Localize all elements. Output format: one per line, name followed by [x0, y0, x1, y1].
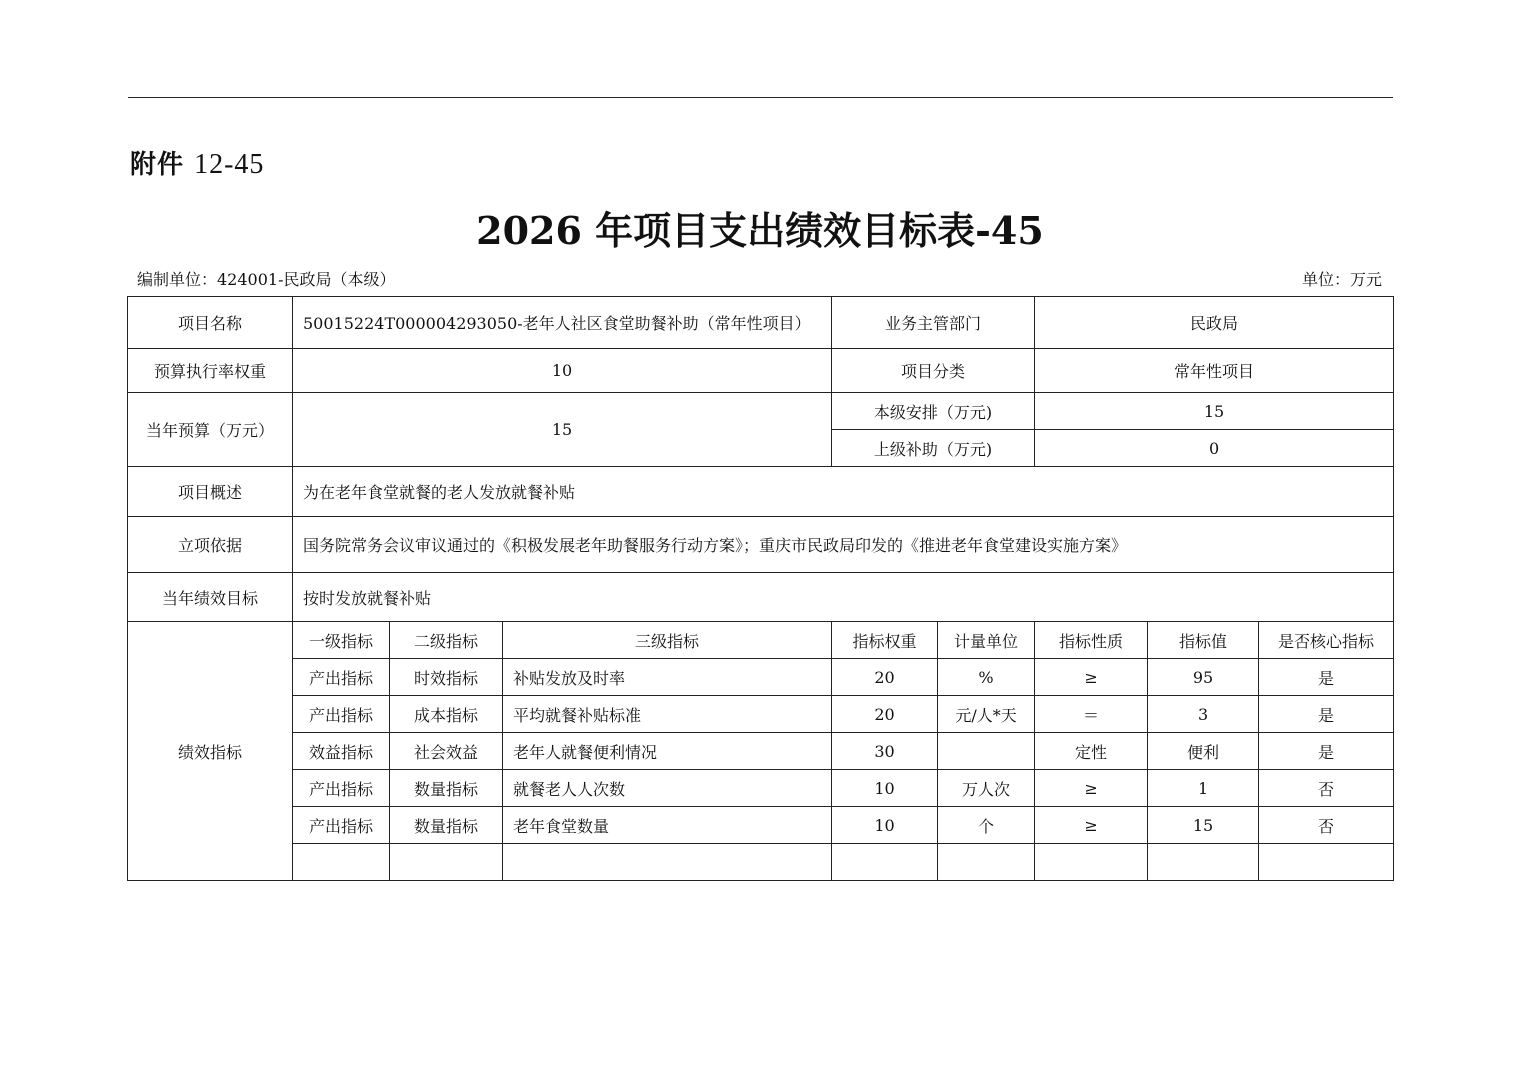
- local-value: 15: [1035, 393, 1394, 430]
- row-overview: [128, 467, 1394, 517]
- value-cell: [1148, 844, 1259, 881]
- level2-cell: 社会效益: [390, 733, 503, 770]
- indicator-row: [128, 733, 1394, 770]
- local-label: 本级安排（万元): [832, 393, 1035, 430]
- unit-cell: 万人次: [938, 770, 1035, 807]
- attachment-number: 12-45: [194, 149, 265, 180]
- page-title: 2026 年项目支出绩效目标表-45: [476, 208, 1044, 253]
- core-cell: [1259, 844, 1394, 881]
- weight-cell: 20: [832, 659, 938, 696]
- value-cell: 便利: [1148, 733, 1259, 770]
- performance-table: [127, 296, 1394, 881]
- nature-cell: ≥: [1035, 807, 1148, 844]
- overview-label: 项目概述: [128, 467, 293, 517]
- unit-cell: [938, 844, 1035, 881]
- header-value: 指标值: [1148, 622, 1259, 659]
- level3-cell: 补贴发放及时率: [503, 659, 832, 696]
- level3-cell: 就餐老人人次数: [503, 770, 832, 807]
- dept-value: 民政局: [1035, 297, 1394, 349]
- indicator-header-row: [128, 622, 1394, 659]
- budget-value: 15: [293, 393, 832, 467]
- budget-label: 当年预算（万元）: [128, 393, 293, 467]
- unit-cell: 元/人*天: [938, 696, 1035, 733]
- project-name-label: 项目名称: [128, 297, 293, 349]
- attachment-label: [130, 144, 264, 181]
- indicator-row-empty: [128, 844, 1394, 881]
- nature-cell: 定性: [1035, 733, 1148, 770]
- upper-label: 上级补助（万元): [832, 430, 1035, 467]
- weight-cell: 30: [832, 733, 938, 770]
- project-name-value: 50015224T000004293050-老年人社区食堂助餐补助（常年性项目）: [293, 297, 832, 349]
- header-core: 是否核心指标: [1259, 622, 1394, 659]
- level1-cell: 产出指标: [293, 659, 390, 696]
- overview-value: 为在老年食堂就餐的老人发放就餐补贴: [293, 467, 1394, 517]
- basis-label: 立项依据: [128, 517, 293, 573]
- nature-cell: ＝: [1035, 696, 1148, 733]
- weight-cell: 20: [832, 696, 938, 733]
- weight-cell: [832, 844, 938, 881]
- row-budget: [128, 393, 1394, 430]
- basis-value: 国务院常务会议审议通过的《积极发展老年助餐服务行动方案》；重庆市民政局印发的《推进老年食堂建设实施方案》: [293, 517, 1394, 573]
- row-basis: [128, 517, 1394, 573]
- level3-cell: 老年食堂数量: [503, 807, 832, 844]
- upper-value: 0: [1035, 430, 1394, 467]
- level1-cell: 产出指标: [293, 807, 390, 844]
- level2-cell: 成本指标: [390, 696, 503, 733]
- row-project-name: [128, 297, 1394, 349]
- weight-cell: 10: [832, 770, 938, 807]
- unit-cell: 个: [938, 807, 1035, 844]
- goal-label: 当年绩效目标: [128, 573, 293, 622]
- indicators-section-label: 绩效指标: [128, 622, 293, 881]
- core-cell: 否: [1259, 807, 1394, 844]
- level2-cell: 数量指标: [390, 770, 503, 807]
- level3-cell: 平均就餐补贴标准: [503, 696, 832, 733]
- header-level3: 三级指标: [503, 622, 832, 659]
- level1-cell: 效益指标: [293, 733, 390, 770]
- value-cell: 15: [1148, 807, 1259, 844]
- indicator-row: [128, 770, 1394, 807]
- level2-cell: 时效指标: [390, 659, 503, 696]
- exec-weight-value: 10: [293, 349, 832, 393]
- core-cell: 否: [1259, 770, 1394, 807]
- header-weight: 指标权重: [832, 622, 938, 659]
- category-label: 项目分类: [832, 349, 1035, 393]
- nature-cell: ≥: [1035, 659, 1148, 696]
- indicator-row: [128, 807, 1394, 844]
- currency-unit: 单位：万元: [1301, 270, 1382, 289]
- value-cell: 1: [1148, 770, 1259, 807]
- indicator-row: [128, 696, 1394, 733]
- nature-cell: ≥: [1035, 770, 1148, 807]
- nature-cell: [1035, 844, 1148, 881]
- header-unit: 计量单位: [938, 622, 1035, 659]
- exec-weight-label: 预算执行率权重: [128, 349, 293, 393]
- core-cell: 是: [1259, 696, 1394, 733]
- value-cell: 3: [1148, 696, 1259, 733]
- attachment-word: 附件: [130, 150, 185, 180]
- value-cell: 95: [1148, 659, 1259, 696]
- core-cell: 是: [1259, 659, 1394, 696]
- level1-cell: 产出指标: [293, 770, 390, 807]
- goal-value: 按时发放就餐补贴: [293, 573, 1394, 622]
- dept-label: 业务主管部门: [832, 297, 1035, 349]
- level3-cell: [503, 844, 832, 881]
- header-level1: 一级指标: [293, 622, 390, 659]
- compiling-unit: 编制单位：424001-民政局（本级）: [137, 270, 396, 289]
- header-nature: 指标性质: [1035, 622, 1148, 659]
- level3-cell: 老年人就餐便利情况: [503, 733, 832, 770]
- row-exec-weight: [128, 349, 1394, 393]
- unit-cell: [938, 733, 1035, 770]
- level2-cell: 数量指标: [390, 807, 503, 844]
- top-rule: [128, 97, 1393, 98]
- unit-cell: %: [938, 659, 1035, 696]
- category-value: 常年性项目: [1035, 349, 1394, 393]
- row-goal: [128, 573, 1394, 622]
- level2-cell: [390, 844, 503, 881]
- level1-cell: 产出指标: [293, 696, 390, 733]
- core-cell: 是: [1259, 733, 1394, 770]
- indicator-row: [128, 659, 1394, 696]
- weight-cell: 10: [832, 807, 938, 844]
- header-level2: 二级指标: [390, 622, 503, 659]
- level1-cell: [293, 844, 390, 881]
